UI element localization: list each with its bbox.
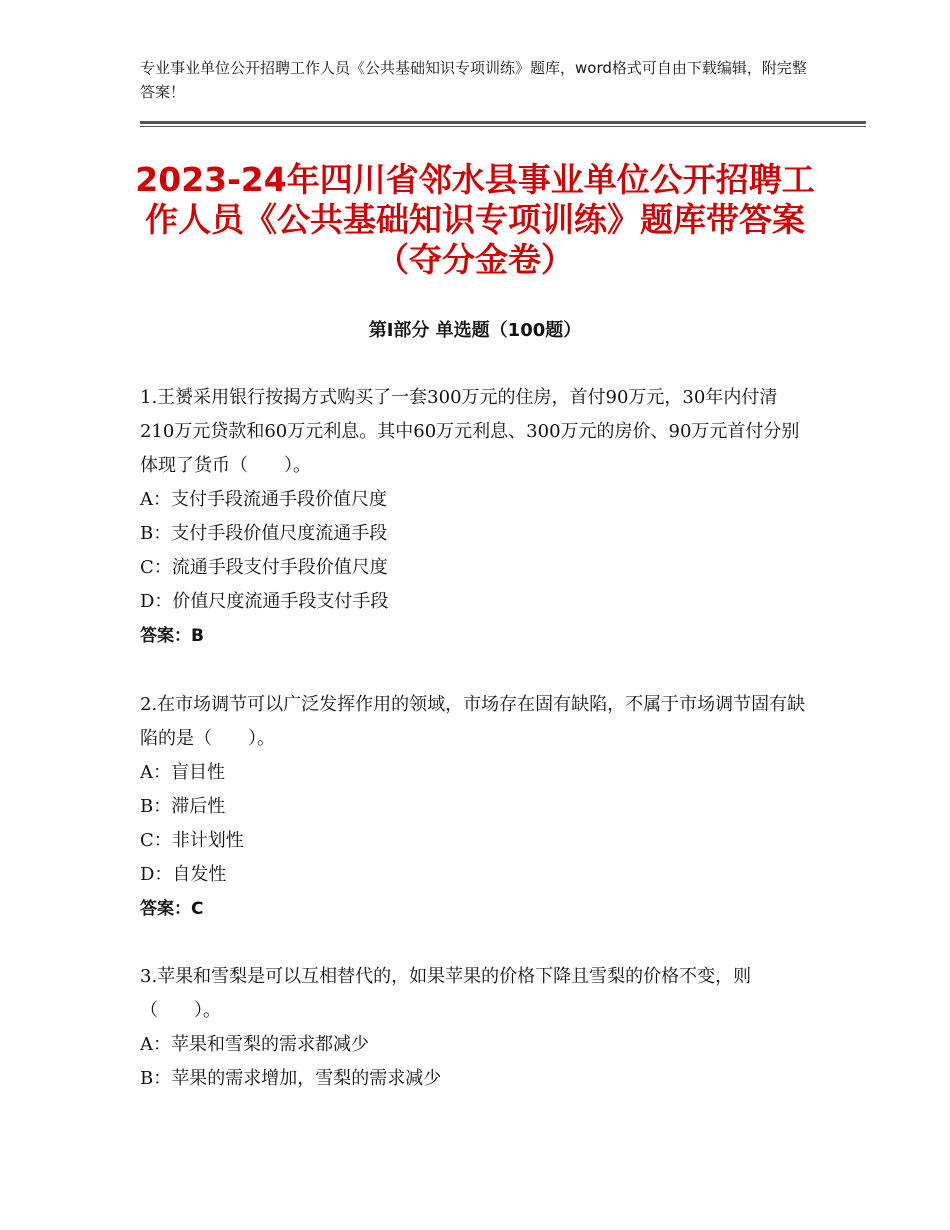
- question-2: [140, 688, 810, 926]
- option-a: A：盲目性: [140, 762, 225, 783]
- option-b: B：苹果的需求增加，雪梨的需求减少: [140, 1068, 442, 1089]
- header-divider-thin: [140, 126, 866, 127]
- question-stem: 1.王赟采用银行按揭方式购买了一套300万元的住房，首付90万元，30年内付清210万元贷款和60万元利息。其中60万元利息、300万元的房价、90万元首付分别体现了货币（ ）。: [140, 387, 800, 476]
- option-d: D：价值尺度流通手段支付手段: [140, 591, 389, 612]
- option-c: C：流通手段支付手段价值尺度: [140, 557, 388, 578]
- option-c: C：非计划性: [140, 830, 244, 851]
- option-b: B：支付手段价值尺度流通手段: [140, 523, 388, 544]
- answer-label: 答案：C: [140, 899, 204, 919]
- document-title: 2023-24年四川省邻水县事业单位公开招聘工作人员《公共基础知识专项训练》题库带答案（夺分金卷）: [135, 160, 815, 279]
- option-d: D：自发性: [140, 864, 227, 885]
- header-divider: [140, 121, 866, 124]
- answer-label: 答案：B: [140, 626, 204, 646]
- option-a: A：苹果和雪梨的需求都减少: [140, 1034, 369, 1055]
- option-a: A：支付手段流通手段价值尺度: [140, 489, 387, 510]
- section-title: 第Ⅰ部分 单选题（100题）: [368, 320, 582, 341]
- question-3: [140, 960, 810, 1096]
- option-b: B：滞后性: [140, 796, 226, 817]
- header-note: 专业事业单位公开招聘工作人员《公共基础知识专项训练》题库，word格式可自由下载编辑，附完整答案！: [140, 59, 807, 101]
- question-1: [140, 381, 810, 653]
- question-stem: 2.在市场调节可以广泛发挥作用的领域，市场存在固有缺陷，不属于市场调节固有缺陷的是（ ）。: [140, 694, 806, 749]
- question-stem: 3.苹果和雪梨是可以互相替代的，如果苹果的价格下降且雪梨的价格不变，则（ ）。: [140, 966, 752, 1021]
